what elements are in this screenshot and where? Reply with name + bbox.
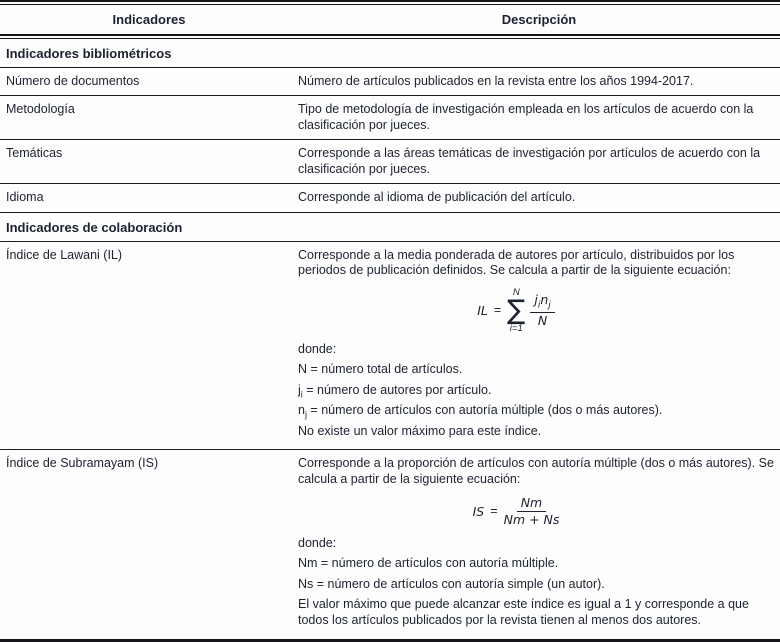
indicator-cell: Temáticas [6,146,63,160]
indicator-cell: Índice de Lawani (IL) [6,247,123,262]
table-header-row [0,5,780,34]
header-cell-descripcion: Descripción [501,12,577,27]
description-cell: Corresponde al idioma de publicación del artículo. [298,190,576,204]
section-title: Indicadores bibliométricos [6,45,172,61]
sigma-icon: ∑ [507,294,526,326]
description-cell [298,242,780,450]
summation-operator [507,288,525,334]
table-row-subramayam [0,450,780,639]
equals-sign: = [493,302,502,317]
where-line: donde: [298,535,337,550]
indicator-cell: Metodología [6,102,75,116]
sum-upper-limit: N [512,286,520,298]
sum-lower-limit: i=1 [509,322,523,334]
table-row-lawani [0,242,780,450]
subramayam-formula [298,496,734,528]
where-line: donde: [298,341,337,356]
section-bibliometric [0,39,780,67]
description-cell: Número de artículos publicados en la revista entre los años 1994-2017. [298,73,694,88]
where-line: N = número total de artículos. [298,362,463,376]
description-cell: Tipo de metodología de investigación empleada en los artículos de acuerdo con la clasificación por jueces. [298,102,754,132]
section-title: Indicadores de colaboración [6,219,183,235]
fraction-numerator: $j_in_j$ [530,293,554,313]
where-line: Nm = número de artículos con autoría múltiple. [298,556,559,571]
table-row [0,184,780,212]
description-text: Corresponde a la proporción de artículos con autoría múltiple (dos o más autores). Se calcula a partir de la siguiente ecuación: [298,456,774,486]
table-row [0,96,780,139]
fraction-denominator: N [537,312,548,328]
lawani-where-block [298,341,774,444]
description-text: Corresponde a la media ponderada de autores por artículo, distribuidos por los periodos de publicación definidos. Se calcula a partir de la siguiente ecuación: [298,247,735,277]
indicator-cell: Índice de Subramayam (IS) [6,456,159,470]
indicator-cell: Número de documentos [6,73,140,88]
bottom-rule [0,639,780,642]
description-cell [298,450,780,639]
fraction-numerator: Nm [517,496,547,512]
where-line: Ns = número de artículos con autoría simple (un autor). [298,576,605,591]
table-row [0,140,780,183]
fraction [504,496,560,528]
where-line: El valor máximo que puede alcanzar este índice es igual a 1 y corresponde a que todos los artículos publicados por la revista tienen al menos dos autores. [298,597,749,628]
subramayam-where-block [298,535,774,633]
lawani-formula [298,288,734,334]
where-line: $j_i$ = número de autores por artículo. [298,382,492,399]
header-cell-indicadores: Indicadores [112,12,186,27]
description-cell: Corresponde a las áreas temáticas de investigación por artículos de acuerdo con la clasificación por jueces. [298,146,761,176]
formula-lhs: IL [477,302,488,318]
table-row [0,68,780,96]
equals-sign: = [490,504,498,519]
formula-lhs: IS [472,504,485,520]
where-line: $n_j$ = número de artículos con autoría múltiple (dos o más autores). [298,403,663,420]
section-collaboration [0,213,780,241]
fraction-denominator: Nm + Ns [503,512,560,528]
where-line: No existe un valor máximo para este índice. [298,423,542,438]
fraction [530,293,554,328]
indicator-cell: Idioma [6,190,44,204]
